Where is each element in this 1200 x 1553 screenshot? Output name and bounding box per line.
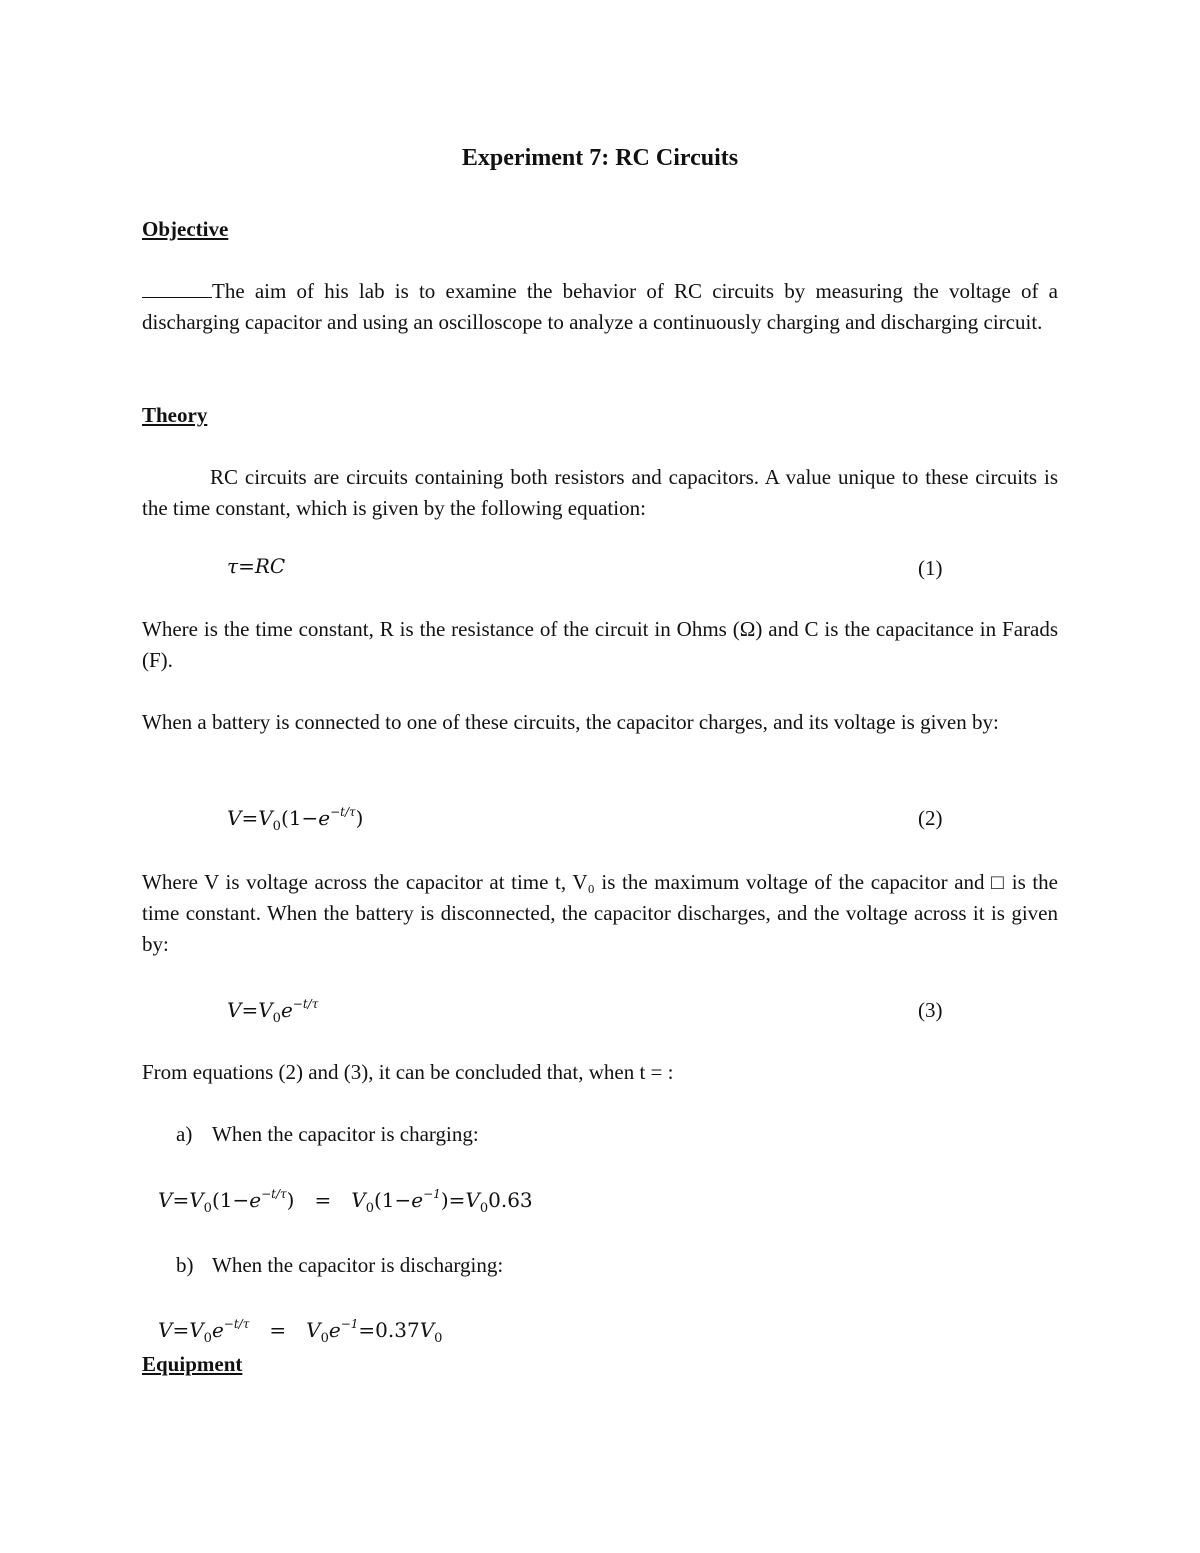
equation-3: $V=V_0e^{-t/\tau}$	[227, 997, 319, 1026]
theory-paragraph-3: When a battery is connected to one of these circuits, the capacitor charges, and its voltage is given by:	[142, 710, 999, 734]
equation-2-number: (2)	[918, 806, 943, 830]
equipment-heading: Equipment	[142, 1352, 243, 1376]
theory-heading: Theory	[142, 403, 208, 427]
page-title: Experiment 7: RC Circuits	[461, 145, 739, 171]
list-item-a-label: a)	[176, 1122, 193, 1146]
theory-paragraph-2: Where is the time constant, R is the resistance of the circuit in Ohms (Ω) and C is the capacitance in Farads (F).	[142, 617, 1058, 672]
equation-discharging-value: 0.37	[375, 1318, 420, 1342]
equation-discharging: $V=V_0e^{-t/\tau} = V_0e^{-1}=0.37V_0$	[158, 1317, 443, 1346]
equation-1: τ=RC	[227, 554, 286, 578]
list-item-b-text: When the capacitor is discharging:	[212, 1253, 504, 1277]
theory-paragraph-5: From equations (2) and (3), it can be concluded that, when t = :	[142, 1060, 674, 1084]
objective-paragraph	[142, 276, 1058, 338]
list-item-a	[176, 1124, 479, 1145]
equation-2: $V=V_0(1-e^{-t/\tau})$	[227, 805, 364, 834]
equation-1-number: (1)	[918, 556, 943, 580]
equation-3-number: (3)	[918, 998, 943, 1022]
theory-paragraph-4: Where V is voltage across the capacitor at time t, V₀ is the maximum voltage of the capacitor and □ is the time constant. When the battery is disconnected, the capacitor discharges, and the voltage across it is given by:	[142, 870, 1058, 956]
list-item-b-label: b)	[176, 1253, 194, 1277]
objective-text: The aim of his lab is to examine the behavior of RC circuits by measuring the voltage of a discharging capacitor and using an oscilloscope to analyze a continuously charging and discharging circuit.	[142, 279, 1058, 334]
equation-charging: $V=V_0(1-e^{-t/\tau}) = V_0(1-e^{-1})=V_00.63$	[158, 1187, 533, 1216]
objective-heading: Objective	[142, 217, 229, 241]
theory-paragraph-1: RC circuits are circuits containing both resistors and capacitors. A value unique to these circuits is the time constant, which is given by the following equation:	[142, 465, 1058, 520]
fill-in-blank	[142, 279, 212, 298]
list-item-a-text: When the capacitor is charging:	[212, 1122, 479, 1146]
list-item-b	[176, 1255, 503, 1276]
